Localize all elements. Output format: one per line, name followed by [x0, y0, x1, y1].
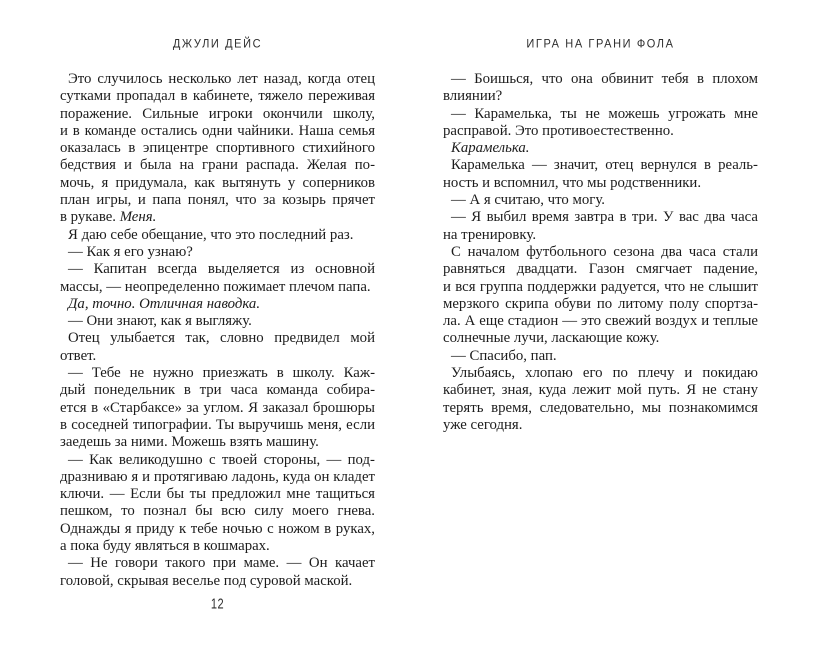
paragraph: [60, 261, 375, 296]
text-line: Однажды я приду к тебе ночью с ножом в руках,: [60, 520, 375, 537]
text-run: в рукаве.: [60, 209, 120, 226]
text-line: пешком, то познал бы всю силу моего гнева.: [60, 503, 375, 520]
text-line: ответ.: [60, 347, 97, 364]
text-line: — А я считаю, что могу.: [451, 192, 605, 209]
text-line: Улыбаясь, хлопаю его по плечу и покидаю: [451, 365, 758, 382]
paragraph: [60, 365, 375, 451]
text-line: Отец улыбается так, словно предвидел мой: [68, 330, 375, 347]
text-line: Я даю себе обещание, что это последний раз.: [68, 226, 354, 243]
paragraph: [443, 106, 758, 141]
text-line: — Как великодушно с твоей стороны, — под-: [68, 451, 375, 468]
text-line: кабинет, зная, куда лежит мой путь. Я не стану: [443, 382, 758, 399]
paragraph: [443, 71, 758, 106]
right-page-text: [443, 71, 758, 434]
text-line: [60, 209, 375, 226]
paragraph: [60, 555, 375, 590]
text-line: — Спасибо, пап.: [451, 347, 557, 364]
text-line: — Капитан всегда выделяется из основной: [68, 261, 375, 278]
text-line: ность и вспомнил, что мы родственники.: [443, 174, 702, 191]
text-line: — Они знают, как я выгляжу.: [68, 313, 252, 330]
text-line: головой, скрывая веселье под суровой маской.: [60, 572, 353, 589]
text-line: — Не говори такого при маме. — Он качает: [68, 555, 375, 572]
text-line: — Карамелька, ты не можешь угрожать мне: [451, 105, 758, 122]
text-line: солнечные лучи, ласкающие кожу.: [443, 330, 660, 347]
paragraph: [443, 140, 758, 157]
text-line: сутками пропадал в кабинете, тяжело переживая: [60, 88, 375, 105]
text-line: Карамелька — значит, отец вернулся в реаль-: [451, 157, 758, 174]
text-line: заедешь за ними. Можешь взять машину.: [60, 434, 319, 451]
text-line: мерзкого скрипа обуви по литому полу спортза-: [443, 295, 758, 312]
text-line: ключи. — Если бы ты предложил мне тащиться: [60, 486, 375, 503]
text-line: мочь, я придумала, как вытянуть у соперников: [60, 174, 375, 191]
paragraph: [443, 192, 758, 209]
text-line: — Тебе не нужно приезжать в школу. Каж-: [68, 365, 375, 382]
text-line: Это случилось несколько лет назад, когда отец: [68, 71, 375, 87]
text-line: и вся группа поддержки радуется, что не слышит: [443, 278, 758, 295]
text-line: уже сегодня.: [443, 416, 523, 433]
text-line: — Я выбил время завтра в три. У вас два часа: [451, 209, 758, 226]
text-line: дый понедельник в три часа команда собира-: [60, 382, 375, 399]
text-line: поражение. Сильные игроки окончили школу,: [60, 105, 375, 122]
text-line: терять время, следовательно, мы познакомимся: [443, 399, 758, 416]
paragraph: [60, 296, 375, 313]
text-line: ла. А еще стадион — это свежий воздух и теплые: [443, 313, 758, 330]
italic-text-run: Меня.: [119, 209, 157, 226]
left-page: [60, 0, 375, 662]
text-line: ется в «Старбаксе» за углом. Я заказал брошюры: [60, 399, 375, 416]
paragraph: [60, 244, 375, 261]
left-running-header: ДЖУЛИ ДЕЙС: [172, 37, 263, 51]
text-line: — Боишься, что она обвинит тебя в плохом: [451, 71, 758, 87]
text-line: план игры, и папа понял, что за козырь прячет: [60, 192, 375, 209]
text-line: а пока буду являться в кошмарах.: [60, 538, 270, 555]
paragraph: [443, 244, 758, 348]
paragraph: [443, 157, 758, 192]
text-line: в соседней типографии. Ты выручишь меня, если: [60, 416, 375, 433]
text-line: на тренировку.: [443, 226, 537, 243]
text-line: равняться двадцати. Газон смягчает падение,: [443, 261, 758, 278]
right-running-header: ИГРА НА ГРАНИ ФОЛА: [526, 37, 675, 51]
right-page: [443, 0, 758, 662]
text-line: бедствия и была на грани распада. Желая по-: [60, 157, 375, 174]
paragraph: [60, 330, 375, 365]
paragraph: [60, 452, 375, 556]
paragraph: [60, 227, 375, 244]
text-line: дразниваю я и протягиваю ладонь, куда он кладет: [60, 468, 375, 485]
text-line: — Как я его узнаю?: [68, 243, 193, 260]
paragraph: [60, 71, 375, 227]
text-line: Да, точно. Отличная наводка.: [68, 295, 261, 312]
text-line: оказалась в эпицентре спортивного стихийного: [60, 140, 375, 157]
text-line: и в команде остались одни чайники. Наша семья: [60, 122, 375, 139]
paragraph: [443, 348, 758, 365]
paragraph: [443, 209, 758, 244]
left-page-text: [60, 71, 375, 590]
paragraph: [443, 365, 758, 434]
text-line: Карамелька.: [451, 140, 530, 157]
text-line: расправой. Это противоестественно.: [443, 122, 674, 139]
text-line: С началом футбольного сезона два часа стали: [451, 243, 758, 260]
text-line: массы, — неопределенно пожимает плечом папа.: [60, 278, 371, 295]
left-page-number: 12: [210, 595, 225, 612]
paragraph: [60, 313, 375, 330]
text-line: влиянии?: [443, 88, 503, 105]
